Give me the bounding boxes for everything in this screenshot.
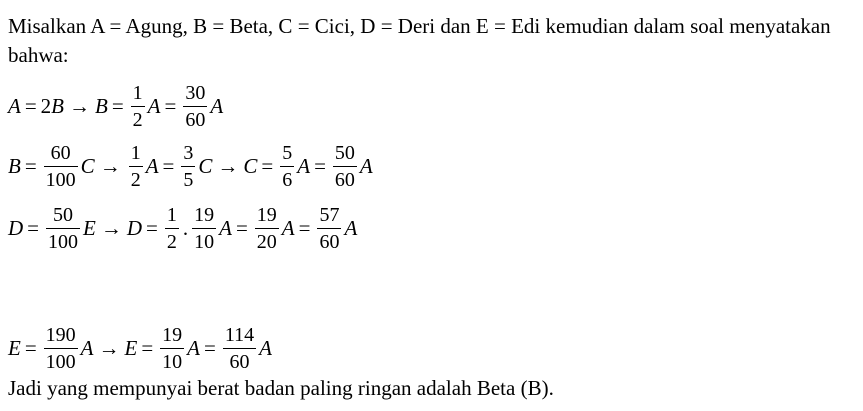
denominator: 6 bbox=[282, 169, 293, 191]
var-a: A bbox=[259, 336, 272, 360]
equals-sign: = bbox=[235, 216, 248, 240]
numerator: 50 bbox=[334, 142, 355, 164]
fraction bbox=[280, 140, 294, 193]
equation-e bbox=[8, 322, 272, 375]
numerator: 50 bbox=[53, 204, 74, 226]
multiply-dot: . bbox=[182, 216, 189, 240]
var-a: A bbox=[281, 216, 295, 240]
var-e: E bbox=[83, 216, 96, 240]
var-a: A bbox=[359, 154, 373, 178]
numerator: 5 bbox=[282, 142, 293, 164]
numerator: 3 bbox=[183, 142, 194, 164]
denominator: 10 bbox=[162, 351, 183, 373]
numerator: 1 bbox=[130, 142, 141, 164]
fraction bbox=[333, 140, 357, 193]
denominator: 10 bbox=[194, 231, 215, 253]
numerator: 57 bbox=[319, 204, 340, 226]
fraction bbox=[131, 80, 145, 133]
numerator: 1 bbox=[166, 204, 177, 226]
numerator: 19 bbox=[162, 324, 183, 346]
denominator: 2 bbox=[130, 169, 141, 191]
equals-sign: = bbox=[111, 94, 124, 118]
fraction bbox=[46, 202, 80, 255]
equals-sign: = bbox=[24, 154, 37, 178]
intro-text: Misalkan A = Agung, B = Beta, C = Cici, D = Deri dan E = Edi kemudian dalam soal menyatakan bahwa: bbox=[8, 14, 831, 67]
numerator: 1 bbox=[132, 82, 143, 104]
equals-sign: = bbox=[314, 154, 326, 178]
var-d: D bbox=[8, 216, 24, 240]
var-e: E bbox=[124, 336, 138, 360]
var-a: A bbox=[187, 336, 200, 360]
var-c: C bbox=[198, 154, 213, 178]
denominator: 60 bbox=[229, 351, 250, 373]
var-b: B bbox=[51, 94, 64, 118]
var-c: C bbox=[80, 154, 95, 178]
var-a: A bbox=[344, 216, 358, 240]
fraction bbox=[44, 322, 78, 375]
equals-sign: = bbox=[141, 336, 154, 360]
conclusion-text: Jadi yang mempunyai berat badan paling ringan adalah Beta (B). bbox=[8, 376, 554, 400]
equals-sign: = bbox=[204, 336, 216, 360]
var-d: D bbox=[126, 216, 143, 240]
denominator: 60 bbox=[319, 231, 340, 253]
fraction bbox=[165, 202, 179, 255]
equals-sign: = bbox=[24, 94, 37, 118]
equation-d bbox=[8, 202, 357, 255]
denominator: 2 bbox=[132, 109, 143, 131]
numerator: 114 bbox=[224, 324, 255, 346]
numerator: 19 bbox=[194, 204, 215, 226]
numerator: 190 bbox=[45, 324, 76, 346]
equals-sign: = bbox=[261, 154, 274, 178]
equals-sign: = bbox=[298, 216, 311, 240]
denominator: 5 bbox=[183, 169, 194, 191]
var-a: A bbox=[80, 336, 94, 360]
var-c: C bbox=[243, 154, 258, 178]
fraction bbox=[181, 140, 195, 193]
denominator: 100 bbox=[45, 169, 76, 191]
denominator: 2 bbox=[166, 231, 177, 253]
arrow: → bbox=[99, 154, 121, 178]
fraction bbox=[223, 322, 256, 375]
fraction bbox=[183, 80, 207, 133]
var-a: A bbox=[219, 216, 232, 240]
var-b: B bbox=[95, 94, 108, 118]
numerator: 60 bbox=[50, 142, 71, 164]
var-e: E bbox=[8, 336, 21, 360]
coefficient: 2 bbox=[40, 94, 52, 118]
equals-sign: = bbox=[146, 216, 158, 240]
equals-sign: = bbox=[164, 94, 177, 118]
var-a: A bbox=[147, 94, 161, 118]
arrow: → bbox=[217, 154, 239, 178]
equation-b bbox=[8, 140, 373, 193]
numerator: 19 bbox=[256, 204, 277, 226]
denominator: 60 bbox=[185, 109, 206, 131]
denominator: 60 bbox=[334, 169, 355, 191]
var-b: B bbox=[8, 154, 21, 178]
fraction bbox=[160, 322, 184, 375]
var-a: A bbox=[297, 154, 311, 178]
numerator: 30 bbox=[185, 82, 206, 104]
fraction bbox=[192, 202, 216, 255]
var-a: A bbox=[145, 154, 159, 178]
denominator: 100 bbox=[45, 351, 76, 373]
var-a: A bbox=[8, 94, 21, 118]
arrow: → bbox=[69, 94, 90, 118]
fraction bbox=[255, 202, 279, 255]
equals-sign: = bbox=[162, 154, 175, 178]
arrow: → bbox=[98, 336, 120, 360]
arrow: → bbox=[100, 216, 122, 240]
fraction bbox=[317, 202, 341, 255]
var-a: A bbox=[210, 94, 224, 118]
fraction bbox=[44, 140, 78, 193]
equals-sign: = bbox=[27, 216, 40, 240]
fraction bbox=[129, 140, 143, 193]
denominator: 100 bbox=[48, 231, 79, 253]
denominator: 20 bbox=[256, 231, 277, 253]
equation-a bbox=[8, 80, 223, 133]
equals-sign: = bbox=[24, 336, 37, 360]
